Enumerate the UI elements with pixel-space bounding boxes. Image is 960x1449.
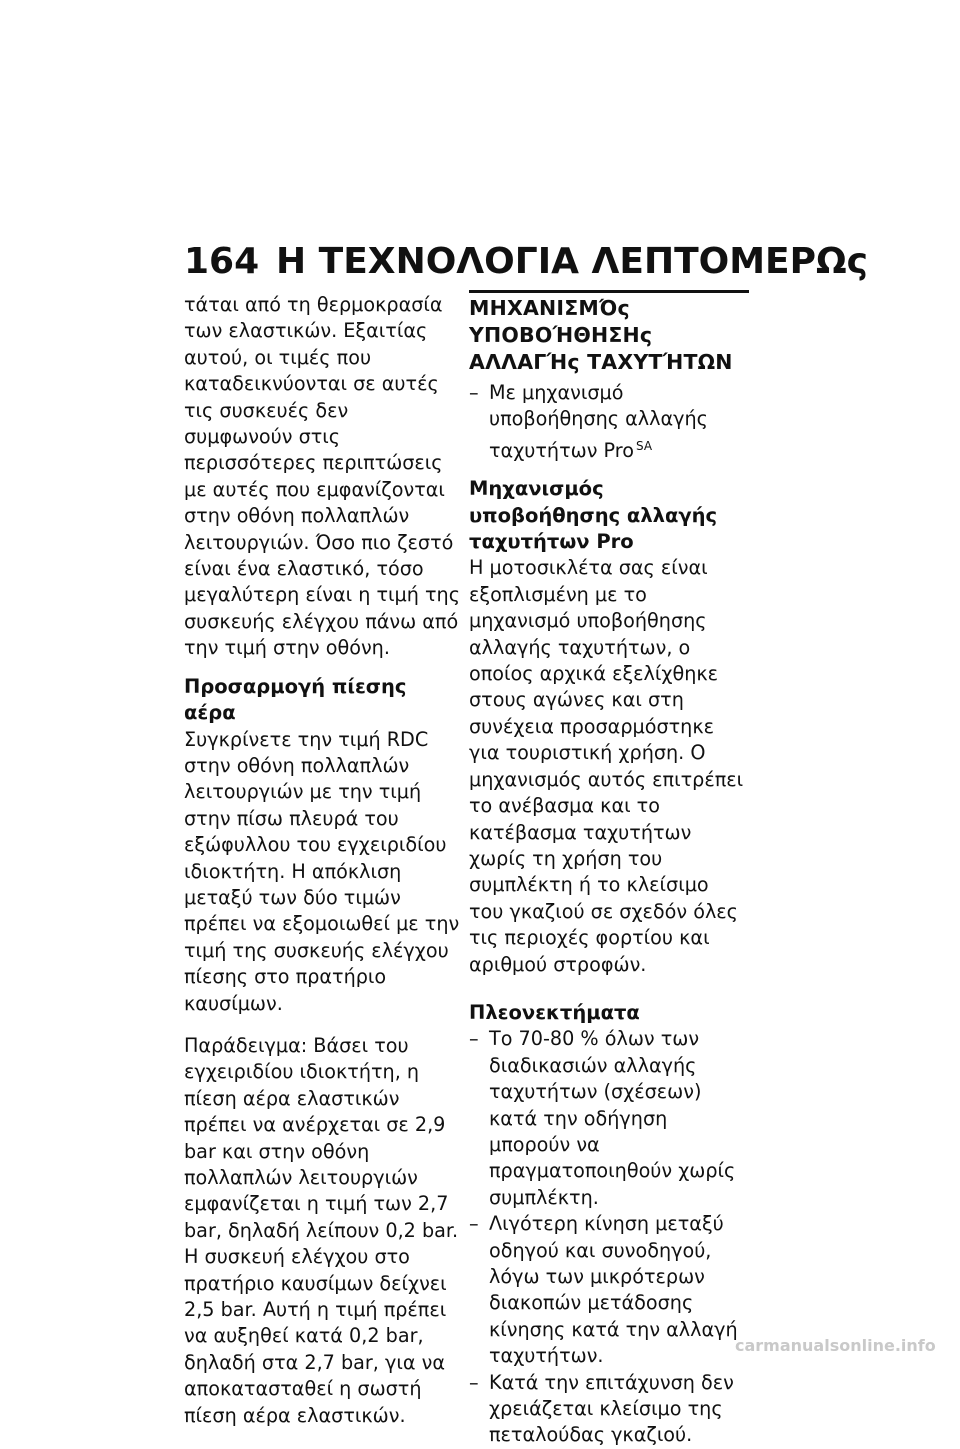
advantage-text: Το 70-80 % όλων των διαδικασιών αλλαγής ταχυτήτων (σχέσεων) κατά την οδήγηση μπορούν να πραγματοποιηθούν χωρίς συμπλέκτη. [489,1027,736,1209]
dash-bullet: – [469,1212,479,1236]
dash-bullet: – [469,381,479,404]
dash-bullet: – [469,1370,479,1394]
advantage-text: Λιγότερη κίνηση μεταξύ οδηγού και συνοδηγού, λόγω των μικρότερων διακοπών μετάδοσης κίνησης κατά την αλλαγή ταχυτήτων. [489,1212,738,1368]
advantage-item [469,1211,749,1369]
advantage-text: Κατά την επιτάχυνση δεν χρειάζεται κλείσιμο της πεταλούδας γκαζιού. [489,1370,734,1447]
condition-list [469,380,749,464]
dash-bullet: – [469,1027,479,1051]
pressure-adjustment-heading: Προσαρμογή πίεσης αέρα [184,674,407,725]
advantage-item [469,1370,749,1449]
advantages-heading: Πλεονεκτήματα [469,1000,640,1024]
shift-assistant-subheading: Μηχανισμός υποβοήθησης αλλαγής ταχυτήτων Pro [469,477,718,554]
shift-assistant-paragraph: Η μοτοσικλέτα σας είναι εξοπλισμένη με το μηχανισμό υποβοήθησης αλλαγής ταχυτήτων, ο οποίος αρχικά εξελίχθηκε στους αγώνες και στη συνέχεια προσαρμόστηκε για τουριστική χρήση. Ο μηχανισμός αυτός επιτρέπει το ανέβασμα και το κατέβασμα ταχυτήτων χωρίς τη χρήση του συμπλέκτη ή το κλείσιμο του γκαζιού σε σχεδόν όλες τις περιοχές φορτίου και αριθμού στροφών. [469,556,744,976]
page-header [184,240,868,284]
special-accessory-mark: SA [635,438,653,453]
intro-paragraph: τάται από τη θερμοκρασία των ελαστικών. Εξαιτίας αυτού, οι τιμές που καταδεικνύονται σε αυτές τις συσκευές δεν συμφωνούν στις περισσότερες περιπτώσεις με αυτές που εμφανίζονται στην οθόνη πολλαπλών λειτουργιών. Όσο πιο ζεστό είναι ένα ελαστικό, τόσο μεγαλύτερη είναι η τιμή της συσκευής ελέγχου πάνω από την τιμή στην οθόνη. [184,293,460,660]
condition-text: Με μηχανισμό υποβοήθησης αλλαγής ταχυτήτων Pro [489,381,708,462]
watermark: carmanualsonline.info [735,1336,936,1355]
left-column [184,292,462,1429]
right-column [469,290,749,1449]
section-title: ΜΗΧΑΝΙΣΜΌς ΥΠΟΒΟΉΘΗΣΗς ΑΛΛΑΓΉς ΤΑΧΥΤΉΤΩΝ [469,290,749,376]
pressure-adjustment-paragraph: Συγκρίνετε την τιμή RDC στην οθόνη πολλαπλών λειτουργιών με την τιμή στην πίσω πλευρά του εξώφυλλου του εγχειριδίου ιδιοκτήτη. Η απόκλιση μεταξύ των δύο τιμών πρέπει να εξομοιωθεί με την τιμή της συσκευής ελέγχου πίεσης στο πρατήριο καυσίμων. [184,727,460,1015]
page-number: 164 [184,241,260,282]
condition-item [469,380,749,464]
chapter-title: Η ΤΕΧΝΟΛΟΓΙΑ ΛΕΠΤΟΜΕΡΩς [276,241,868,282]
advantage-item [469,1026,749,1211]
example-paragraph: Παράδειγμα: Βάσει του εγχειριδίου ιδιοκτήτη, η πίεση αέρα ελαστικών πρέπει να ανέρχεται σε 2,9 bar και στην οθόνη πολλαπλών λειτουργιών εμφανίζεται η τιμή των 2,7 bar, δηλαδή λείπουν 0,2 bar. Η συσκευή ελέγχου στο πρατήριο καυσίμων δείχνει 2,5 bar. Αυτή η τιμή πρέπει να αυξηθεί κατά 0,2 bar, δηλαδή στα 2,7 bar, για να αποκατασταθεί η σωστή πίεση αέρα ελαστικών. [184,1033,459,1427]
advantages-list [469,1026,749,1449]
